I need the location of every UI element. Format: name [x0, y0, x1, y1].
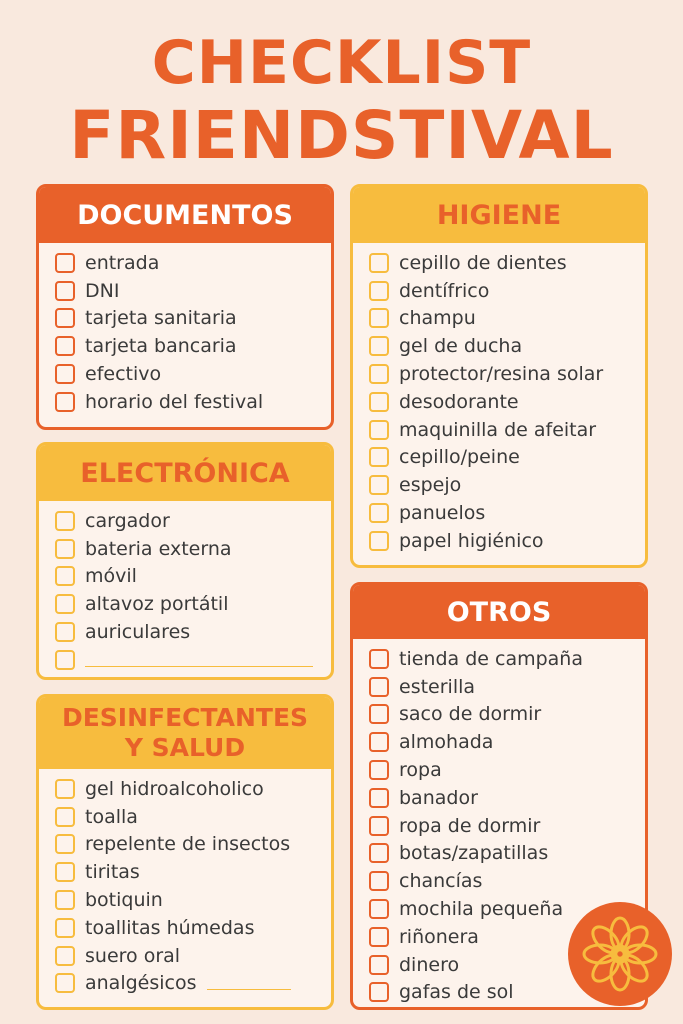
list-item[interactable]: [55, 942, 331, 970]
list-item[interactable]: [55, 775, 331, 803]
checkbox[interactable]: [55, 807, 75, 827]
list-item[interactable]: [55, 535, 331, 563]
item-label: DNI: [85, 279, 120, 302]
list-item[interactable]: [369, 249, 645, 277]
checkbox[interactable]: [55, 622, 75, 642]
item-label: gel hidroalcoholico: [85, 777, 264, 800]
write-in-line[interactable]: [85, 666, 313, 667]
item-label: gel de ducha: [399, 335, 523, 358]
checkbox[interactable]: [369, 871, 389, 891]
list-item[interactable]: [55, 886, 331, 914]
checkbox[interactable]: [369, 336, 389, 356]
item-label: altavoz portátil: [85, 593, 229, 616]
section-electronica: [36, 442, 334, 680]
item-label: auriculares: [85, 621, 191, 644]
section-title-higiene: HIGIENE: [436, 199, 562, 231]
section-title-desinfectantes-line2: Y SALUD: [124, 733, 246, 762]
flower-icon: [568, 902, 672, 1006]
checkbox[interactable]: [55, 779, 75, 799]
section-heading: [39, 187, 331, 243]
item-label: cepillo/peine: [399, 446, 520, 469]
item-label: bateria externa: [85, 537, 232, 560]
list-item[interactable]: [369, 527, 645, 555]
item-label: saco de dormir: [399, 703, 542, 726]
item-label: tarjeta sanitaria: [85, 307, 237, 330]
checkbox[interactable]: [369, 704, 389, 724]
list-item[interactable]: [55, 970, 331, 998]
list-item[interactable]: [55, 277, 331, 305]
checkbox[interactable]: [55, 392, 75, 412]
checkbox[interactable]: [369, 308, 389, 328]
checkbox[interactable]: [369, 503, 389, 523]
checkbox[interactable]: [369, 732, 389, 752]
item-label: botas/zapatillas: [399, 842, 549, 865]
checkbox[interactable]: [369, 788, 389, 808]
checkbox[interactable]: [55, 594, 75, 614]
checkbox[interactable]: [55, 566, 75, 586]
item-label: tarjeta bancaria: [85, 335, 237, 358]
checkbox[interactable]: [369, 677, 389, 697]
checkbox[interactable]: [369, 649, 389, 669]
checkbox[interactable]: [55, 834, 75, 854]
item-label: toalla: [85, 805, 138, 828]
checkbox[interactable]: [369, 392, 389, 412]
list-item[interactable]: [369, 332, 645, 360]
checkbox[interactable]: [369, 955, 389, 975]
list-item[interactable]: [369, 645, 645, 673]
checkbox[interactable]: [55, 308, 75, 328]
checkbox[interactable]: [369, 816, 389, 836]
checkbox[interactable]: [369, 475, 389, 495]
item-label: botiquin: [85, 889, 163, 912]
item-label: papel higiénico: [399, 529, 544, 552]
list-item[interactable]: [369, 840, 645, 868]
item-label: mochila pequeña: [399, 898, 564, 921]
list-item[interactable]: [55, 249, 331, 277]
item-label: cargador: [85, 509, 170, 532]
item-label: tienda de campaña: [399, 647, 583, 670]
list-item[interactable]: [369, 784, 645, 812]
list-item[interactable]: [369, 867, 645, 895]
section-desinfectantes: [36, 694, 334, 1010]
write-in-line[interactable]: [207, 989, 291, 990]
flower-badge: [568, 902, 672, 1006]
list-item[interactable]: [369, 416, 645, 444]
item-label: banador: [399, 786, 478, 809]
list-item[interactable]: [55, 858, 331, 886]
list-item-blank[interactable]: [55, 646, 331, 674]
checklist-desinfectantes: [39, 769, 331, 997]
list-item[interactable]: [55, 618, 331, 646]
checklist-electronica: [39, 501, 331, 674]
list-item[interactable]: [369, 360, 645, 388]
item-label: suero oral: [85, 944, 181, 967]
section-higiene: [350, 184, 648, 568]
item-label: panuelos: [399, 502, 486, 525]
list-item[interactable]: [55, 803, 331, 831]
checkbox[interactable]: [369, 281, 389, 301]
item-label: analgésicos: [85, 972, 197, 995]
checkbox[interactable]: [55, 918, 75, 938]
checkbox[interactable]: [55, 650, 75, 670]
item-label: dentífrico: [399, 279, 490, 302]
title-line-2: FRIENDSTIVAL: [69, 97, 614, 174]
item-label: móvil: [85, 565, 137, 588]
checkbox[interactable]: [55, 539, 75, 559]
item-label: almohada: [399, 731, 494, 754]
section-heading: [353, 585, 645, 639]
checkbox[interactable]: [55, 364, 75, 384]
item-label: desodorante: [399, 390, 519, 413]
item-label: ropa: [399, 759, 442, 782]
list-item[interactable]: [369, 728, 645, 756]
list-item[interactable]: [55, 332, 331, 360]
checkbox[interactable]: [369, 253, 389, 273]
section-title-electronica: ELECTRÓNICA: [80, 457, 290, 489]
checkbox[interactable]: [369, 531, 389, 551]
list-item[interactable]: [369, 756, 645, 784]
item-label: cepillo de dientes: [399, 251, 567, 274]
section-documentos: [36, 184, 334, 430]
checkbox[interactable]: [369, 982, 389, 1002]
list-item[interactable]: [369, 444, 645, 472]
checkbox[interactable]: [55, 281, 75, 301]
list-item[interactable]: [55, 914, 331, 942]
checkbox[interactable]: [55, 946, 75, 966]
item-label: chancías: [399, 870, 483, 893]
checklist-documentos: [39, 243, 331, 416]
item-label: efectivo: [85, 363, 162, 386]
list-item[interactable]: [55, 360, 331, 388]
list-item[interactable]: [369, 388, 645, 416]
list-item[interactable]: [369, 673, 645, 701]
checkbox[interactable]: [55, 336, 75, 356]
item-label: esterilla: [399, 675, 476, 698]
checklist-higiene: [353, 243, 645, 555]
checkbox[interactable]: [55, 862, 75, 882]
list-item[interactable]: [55, 563, 331, 591]
section-heading: [39, 445, 331, 501]
checkbox[interactable]: [369, 420, 389, 440]
list-item[interactable]: [369, 701, 645, 729]
checkbox[interactable]: [55, 890, 75, 910]
item-label: maquinilla de afeitar: [399, 418, 597, 441]
list-item[interactable]: [369, 499, 645, 527]
checkbox[interactable]: [55, 253, 75, 273]
list-item[interactable]: [55, 590, 331, 618]
checkbox[interactable]: [369, 760, 389, 780]
list-item[interactable]: [369, 812, 645, 840]
checkbox[interactable]: [55, 973, 75, 993]
item-label: protector/resina solar: [399, 363, 604, 386]
checkbox[interactable]: [369, 843, 389, 863]
title-line-1: CHECKLIST: [151, 28, 532, 98]
list-item[interactable]: [55, 388, 331, 416]
item-label: toallitas húmedas: [85, 916, 255, 939]
list-item[interactable]: [55, 507, 331, 535]
list-item[interactable]: [369, 305, 645, 333]
item-label: dinero: [399, 953, 460, 976]
item-label: tiritas: [85, 861, 140, 884]
item-label: repelente de insectos: [85, 833, 291, 856]
section-heading: [353, 187, 645, 243]
section-title-otros: OTROS: [446, 596, 552, 628]
item-label: riñonera: [399, 925, 479, 948]
checkbox[interactable]: [55, 511, 75, 531]
item-label: horario del festival: [85, 390, 264, 413]
list-item[interactable]: [369, 471, 645, 499]
section-title-documentos: DOCUMENTOS: [77, 199, 293, 231]
item-label: espejo: [399, 474, 462, 497]
list-item[interactable]: [55, 305, 331, 333]
item-label: ropa de dormir: [399, 814, 541, 837]
list-item[interactable]: [369, 277, 645, 305]
item-label: champu: [399, 307, 476, 330]
section-heading: [39, 697, 331, 769]
checkbox[interactable]: [369, 447, 389, 467]
section-title-desinfectantes-line1: DESINFECTANTES: [61, 703, 309, 732]
list-item[interactable]: [55, 831, 331, 859]
checkbox[interactable]: [369, 364, 389, 384]
checkbox[interactable]: [369, 927, 389, 947]
item-label: gafas de sol: [399, 981, 514, 1004]
item-label: entrada: [85, 251, 160, 274]
checkbox[interactable]: [369, 899, 389, 919]
